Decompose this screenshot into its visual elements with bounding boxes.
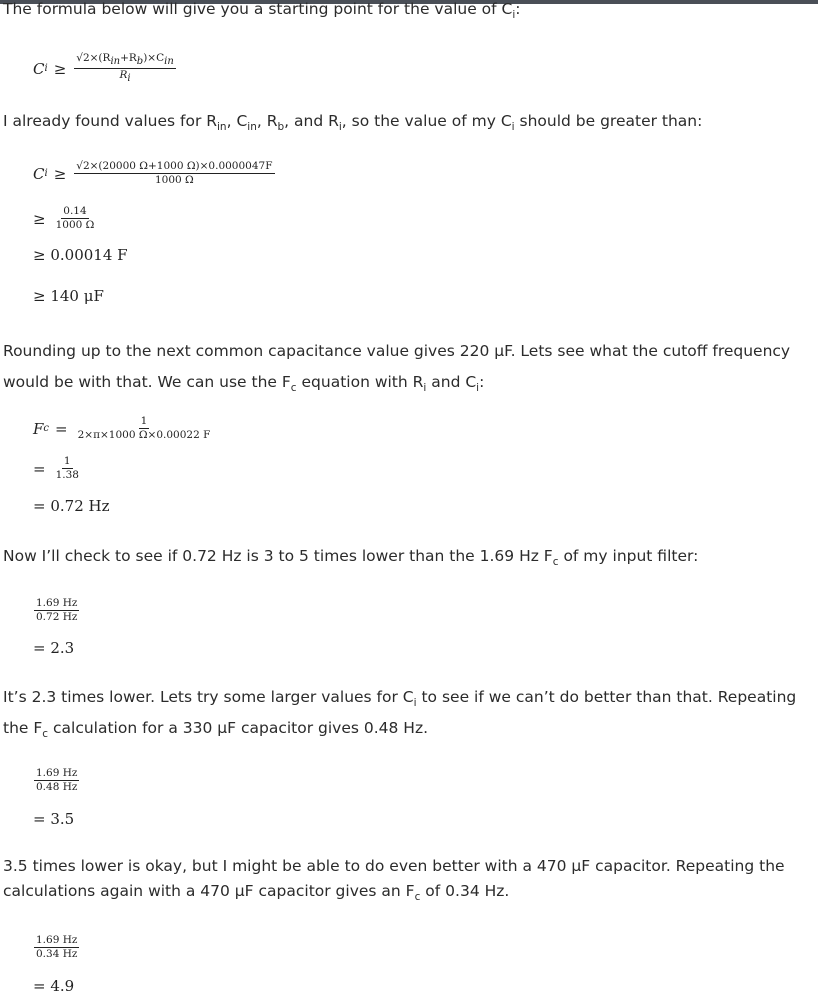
formula-fc: F c = $\frac{1}{2\times\pi\times 1000 \Omega\times 0.00022 F}$	[33, 415, 211, 441]
paragraph-intro: The formula below will give you a starting point for the value of $C_i$:	[3, 0, 521, 21]
ratio-072-result: = 2.3	[33, 639, 75, 657]
paragraph-470uf: 3.5 times lower is okay, but I might be able to do even better with a 470 μF capacitor. Repeating the calculations again with a 470 μF capacitor gives an $F_c$ of 0.34 Hz.	[3, 857, 785, 903]
formula-fc-result: = 0.72 Hz	[33, 497, 110, 515]
paragraph-found-values: I already found values for $R_{in}$, $C_{in}$, $R_b$, and $R_i$, so the value of my $C_i$ should be greater than:	[3, 112, 703, 133]
formula-step-ratio: ≥ $\frac{0.14}{1000 \Omega}$	[33, 205, 95, 231]
ratio-034: $\frac{1.69 Hz}{0.34 Hz}$	[36, 934, 78, 960]
formula-ci-values: C i ≥ $\frac{√2\times(20000 \Omega+1000 \Omega)\times 0.0000047F}{1000 \Omega}$	[33, 160, 273, 186]
ratio-048: $\frac{1.69 Hz}{0.48 Hz}$	[36, 767, 78, 793]
paragraph-check-filter: Now I’ll check to see if 0.72 Hz is 3 to 5 times lower than the 1.69 Hz $F_c$ of my input filter:	[3, 547, 699, 568]
paragraph-larger-values: It’s 2.3 times lower. Lets try some larger values for $C_i$ to see if we can’t do better than that. Repeating the $F_c$ calculation for a 330 μF capacitor gives 0.48 Hz.	[3, 688, 797, 740]
formula-ci-fraction: $\frac{\text{√2×(Rin+Rb)×Cin}}{Ri}$	[76, 52, 174, 84]
paragraph-rounding: Rounding up to the next common capacitance value gives 220 μF. Lets see what the cutoff frequency would be with that. We can use the $F_c$ equation with $R_i$ and $C_i$:	[3, 342, 791, 394]
formula-result-farads: ≥ 0.00014 F	[33, 246, 128, 264]
ratio-034-result: = 4.9	[33, 977, 75, 995]
formula-fc-step: = $\frac{1}{1.38}$	[33, 455, 79, 481]
formula-ci: C i ≥ $\frac{\text{√2×(Rin+Rb)×Cin}}{Ri}$	[33, 52, 174, 84]
ratio-072: $\frac{1.69 Hz}{0.72 Hz}$	[36, 597, 78, 623]
formula-result-microfarads: ≥ 140 μF	[33, 287, 104, 305]
ratio-048-result: = 3.5	[33, 810, 75, 828]
